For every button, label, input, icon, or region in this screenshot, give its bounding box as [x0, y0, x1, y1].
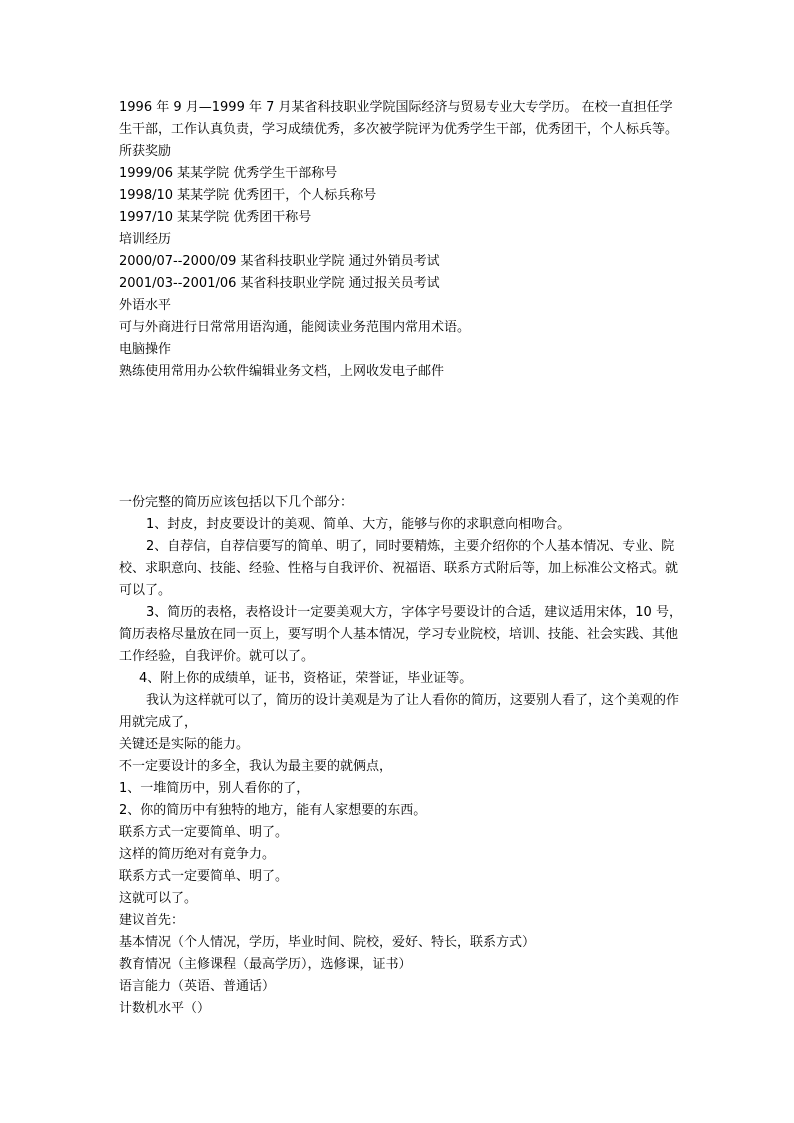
awards-heading: 所获奖励 — [119, 144, 172, 159]
training-heading: 培训经历 — [119, 232, 172, 247]
text-line: 这就可以了。 — [119, 891, 198, 906]
advice-item-table: 3、简历的表格，表格设计一定要美观大方，字体字号要设计的合适，建议适用宋体，10 号，简历表格尽量放在同一页上，要写明个人基本情况，学习专业院校，培训、技能、社会实践、其他工作经验，自我评价。就可以了。 — [119, 605, 682, 664]
language-heading: 外语水平 — [119, 298, 172, 313]
training-item: 2000/07--2000/09 某省科技职业学院 通过外销员考试 — [119, 254, 440, 269]
text-line: 联系方式一定要简单、明了。 — [119, 869, 289, 884]
text-line: 语言能力（英语、普通话） — [119, 979, 276, 994]
resume-section — [119, 97, 684, 383]
education-paragraph: 1996 年 9 月—1999 年 7 月某省科技职业学院国际经济与贸易专业大专学历。 在校一直担任学生干部，工作认真负责，学习成绩优秀，多次被学院评为优秀学生干部，优秀团干，个人标兵等。 — [119, 100, 679, 137]
award-item: 1999/06 某某学院 优秀学生干部称号 — [119, 166, 338, 181]
award-item: 1998/10 某某学院 优秀团干，个人标兵称号 — [119, 188, 377, 203]
text-line: 建议首先： — [119, 913, 185, 928]
advice-item-attachments: 4、附上你的成绩单，证书，资格证，荣誉证，毕业证等。 — [139, 671, 473, 686]
advice-section — [119, 492, 684, 1020]
language-text: 可与外商进行日常常用语沟通，能阅读业务范围内常用术语。 — [119, 320, 471, 335]
computer-heading: 电脑操作 — [119, 342, 172, 357]
text-line: 2、你的简历中有独特的地方，能有人家想要的东西。 — [119, 803, 427, 818]
text-line: 不一定要设计的多全，我认为最主要的就俩点， — [119, 759, 393, 774]
text-line: 教育情况（主修课程（最高学历），选修课，证书） — [119, 957, 412, 972]
advice-item-cover: 1、封皮，封皮要设计的美观、简单、大方，能够与你的求职意向相吻合。 — [146, 517, 571, 532]
text-line: 这样的简历绝对有竟争力。 — [119, 847, 276, 862]
computer-text: 熟练使用常用办公软件编辑业务文档，上网收发电子邮件 — [119, 364, 445, 379]
advice-intro: 一份完整的简历应该包括以下几个部分： — [119, 495, 354, 510]
text-line: 基本情况（个人情况，学历，毕业时间、院校，爱好、特长，联系方式） — [119, 935, 536, 950]
text-line: 1、一堆简历中，别人看你的了， — [119, 781, 310, 796]
text-line: 联系方式一定要简单、明了。 — [119, 825, 289, 840]
text-line: 关键还是实际的能力。 — [119, 737, 250, 752]
opinion-paragraph: 我认为这样就可以了，简历的设计美观是为了让人看你的简历，这要别人看了，这个美观的作用就完成了， — [119, 693, 680, 730]
advice-item-cover-letter: 2、自荐信，自荐信要写的简单、明了，同时要精炼，主要介绍你的个人基本情况、专业、院校、求职意向、技能、经验、性格与自我评价、祝福语、联系方式附后等，加上标准公文格式。就可以了。 — [119, 539, 679, 598]
training-item: 2001/03--2001/06 某省科技职业学院 通过报关员考试 — [119, 276, 440, 291]
award-item: 1997/10 某某学院 优秀团干称号 — [119, 210, 312, 225]
text-line: 计数机水平（） — [119, 1001, 211, 1016]
